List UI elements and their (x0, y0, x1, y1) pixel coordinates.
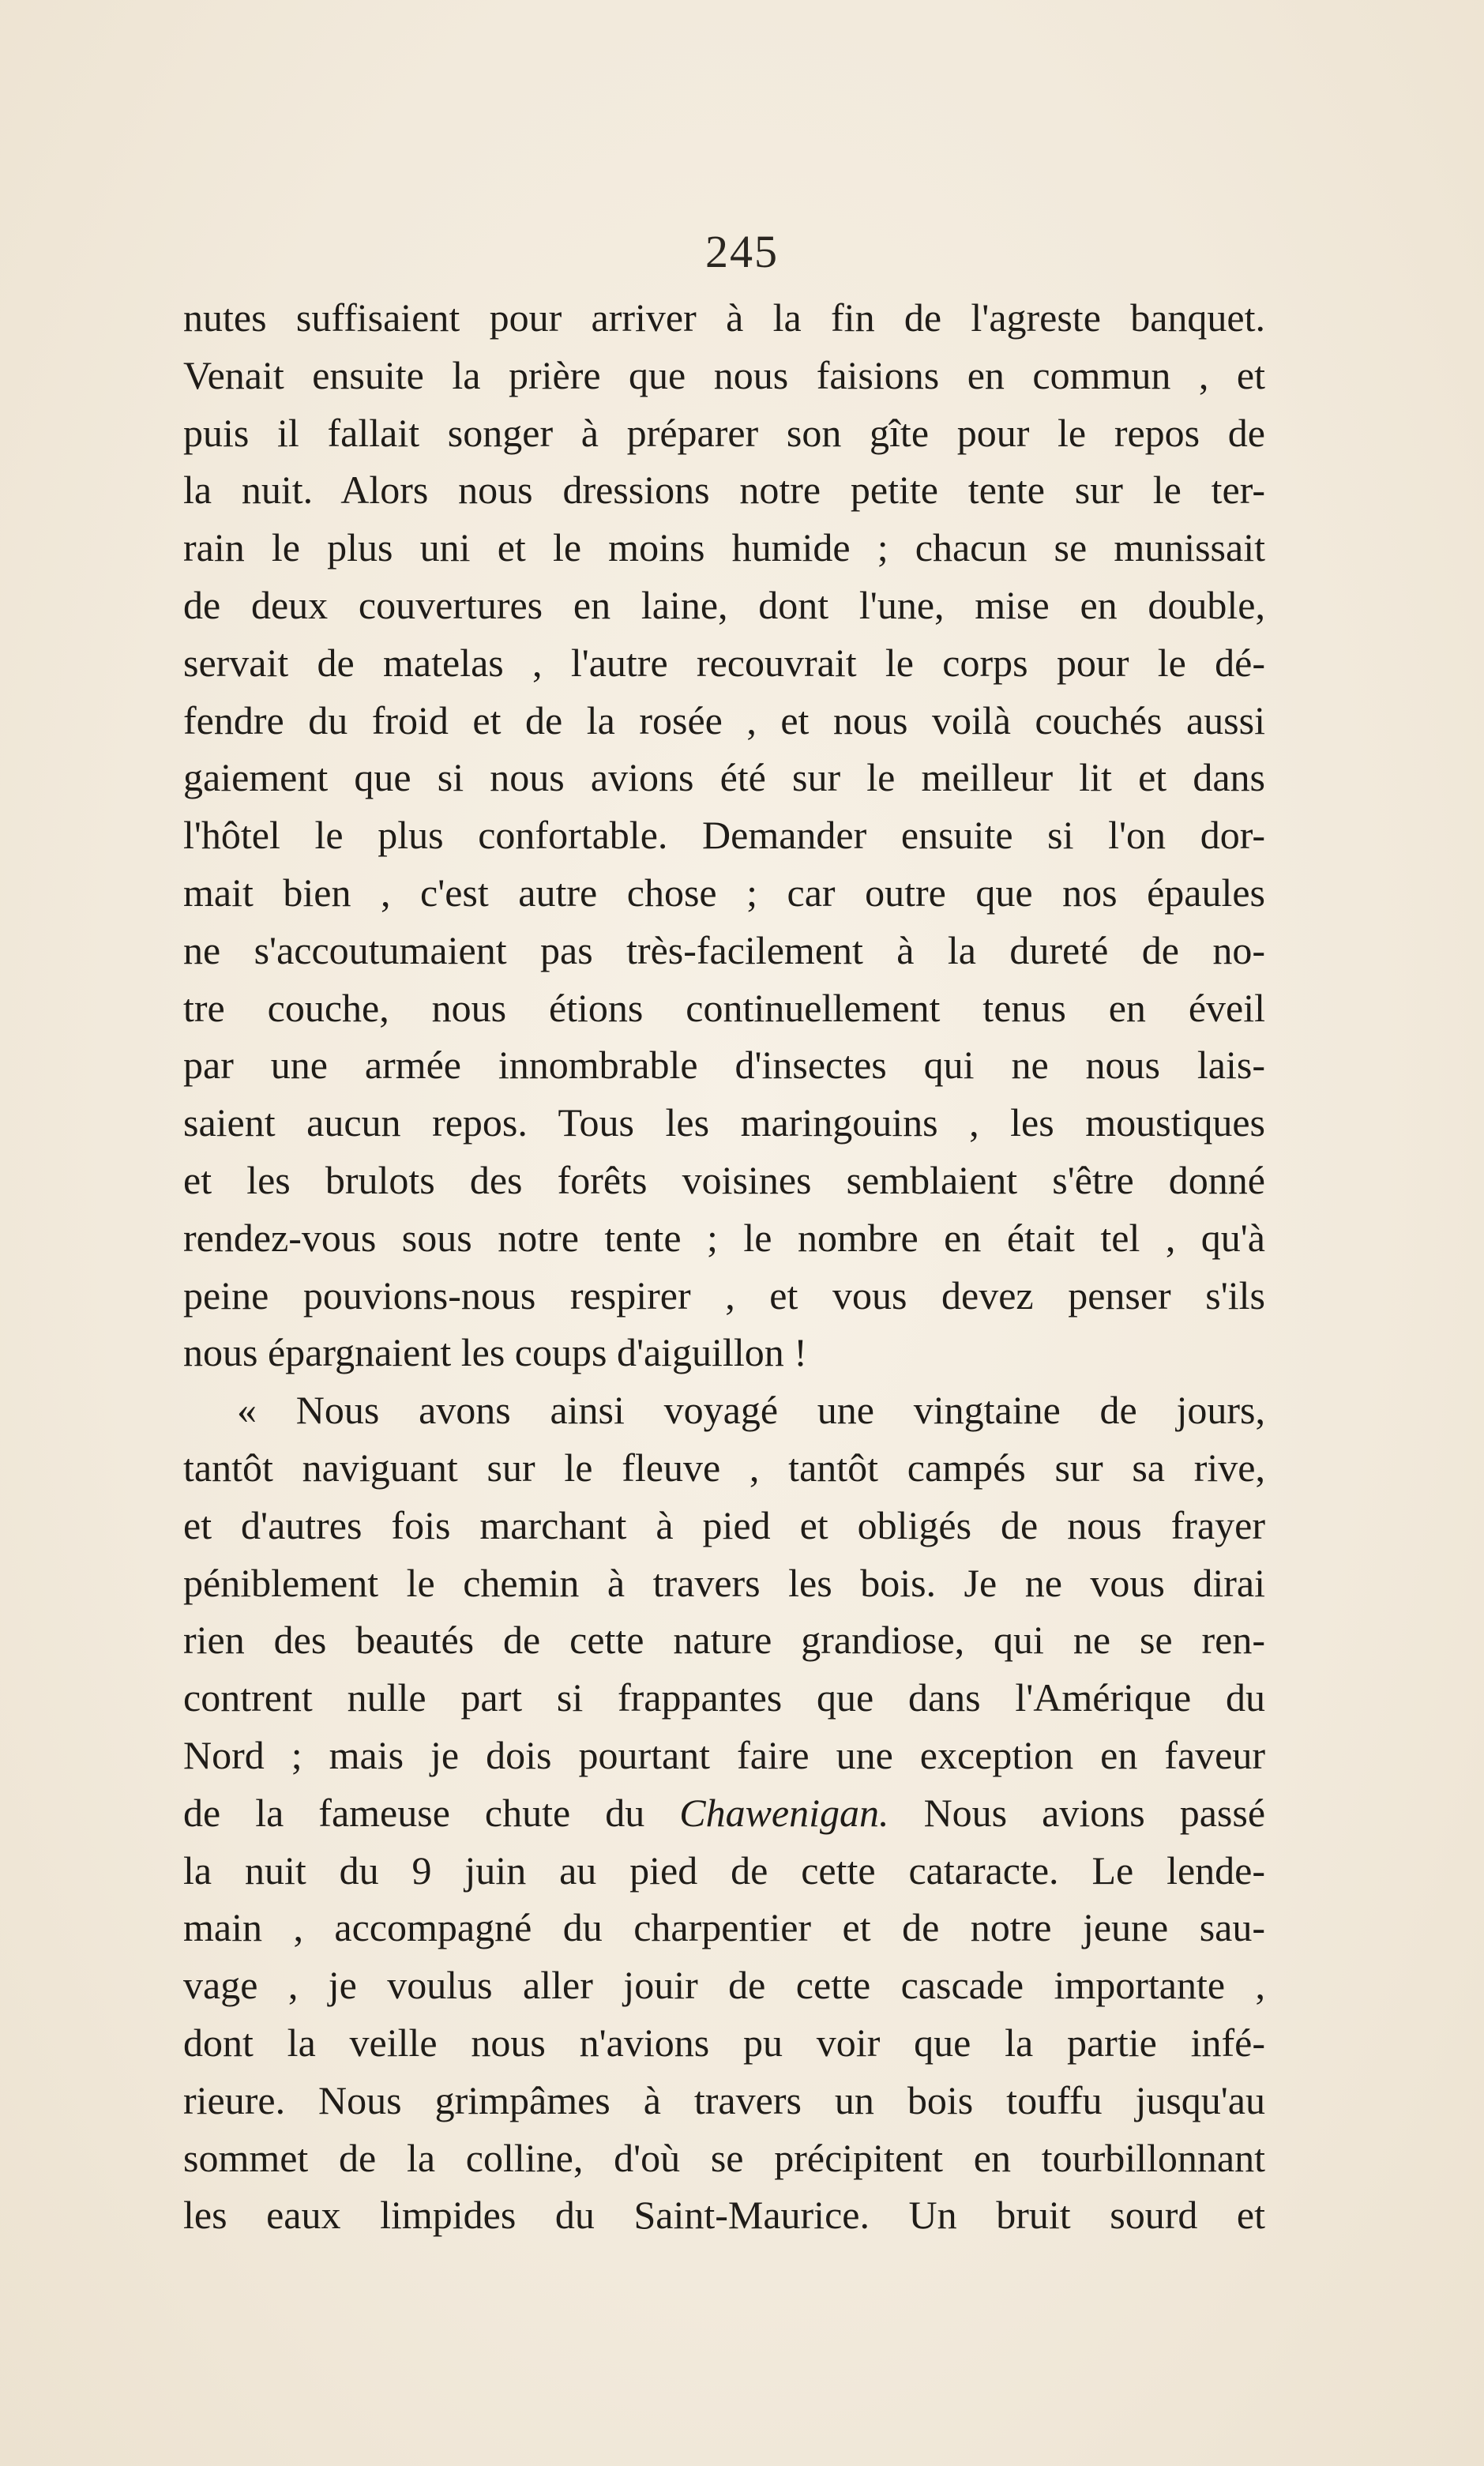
text-line: tre couche, nous étions continuellement tenus en éveil (183, 985, 1265, 1030)
text-line: l'hôtel le plus confortable. Demander ensuite si l'on dor- (183, 813, 1265, 858)
text-line: contrent nulle part si frappantes que dans l'Amérique du (183, 1675, 1265, 1720)
text-line: dont la veille nous n'avions pu voir que la partie infé- (183, 2020, 1265, 2065)
paragraph-start-line: « Nous avons ainsi voyagé une vingtaine de jours, (237, 1388, 1265, 1433)
text-line: rieure. Nous grimpâmes à travers un bois touffu jusqu'au (183, 2077, 1265, 2122)
text-line: Nord ; mais je dois pourtant faire une exception en faveur (183, 1732, 1265, 1777)
text-line: main , accompagné du charpentier et de notre jeune sau- (183, 1905, 1265, 1950)
text-line: rendez-vous sous notre tente ; le nombre en était tel , qu'à (183, 1215, 1265, 1260)
text-line: sommet de la colline, d'où se précipitent en tourbillonnant (183, 2135, 1265, 2180)
text-line: gaiement que si nous avions été sur le meilleur lit et dans (183, 755, 1265, 800)
text-line: servait de matelas , l'autre recouvrait le corps pour le dé- (183, 640, 1265, 685)
text-line: et les brulots des forêts voisines semblaient s'être donné (183, 1157, 1265, 1202)
text-line: saient aucun repos. Tous les maringouins , les moustiques (183, 1100, 1265, 1145)
place-name-italic: Chawenigan. (679, 1790, 889, 1835)
text-line: la nuit. Alors nous dressions notre petite tente sur le ter- (183, 468, 1265, 513)
text-line: de deux couvertures en laine, dont l'une, mise en double, (183, 582, 1265, 627)
text-line-with-italic (183, 1784, 1265, 1842)
text-line: rien des beautés de cette nature grandiose, qui ne se ren- (183, 1618, 1265, 1663)
body-text (183, 289, 1265, 2244)
text-line: vage , je voulus aller jouir de cette cascade importante , (183, 1963, 1265, 2008)
line-head: de la fameuse chute du (183, 1790, 645, 1835)
text-line: fendre du froid et de la rosée , et nous voilà couchés aussi (183, 697, 1265, 742)
text-line: Venait ensuite la prière que nous faisions en commun , et (183, 352, 1265, 397)
paragraph-end-line: nous épargnaient les coups d'aiguillon ! (183, 1330, 807, 1375)
line-tail: Nous avions passé (923, 1790, 1265, 1835)
page-number: 245 (705, 226, 779, 277)
text-line: et d'autres fois marchant à pied et obligés de nous frayer (183, 1502, 1265, 1547)
text-line: rain le plus uni et le moins humide ; chacun se munissait (183, 525, 1265, 570)
text-line: par une armée innombrable d'insectes qui ne nous lais- (183, 1043, 1265, 1088)
text-line: peine pouvions-nous respirer , et vous devez penser s'ils (183, 1272, 1265, 1318)
text-line: les eaux limpides du Saint-Maurice. Un bruit sourd et (183, 2193, 1265, 2238)
text-line: la nuit du 9 juin au pied de cette cataracte. Le lende- (183, 1848, 1265, 1893)
text-line: mait bien , c'est autre chose ; car outre que nos épaules (183, 870, 1265, 915)
text-line: puis il fallait songer à préparer son gîte pour le repos de (183, 410, 1265, 455)
text-line: nutes suffisaient pour arriver à la fin de l'agreste banquet. (183, 295, 1265, 340)
text-line: tantôt naviguant sur le fleuve , tantôt campés sur sa rive, (183, 1445, 1265, 1490)
text-line: péniblement le chemin à travers les bois. Je ne vous dirai (183, 1560, 1265, 1605)
text-line: ne s'accoutumaient pas très-facilement à la dureté de no- (183, 927, 1265, 972)
